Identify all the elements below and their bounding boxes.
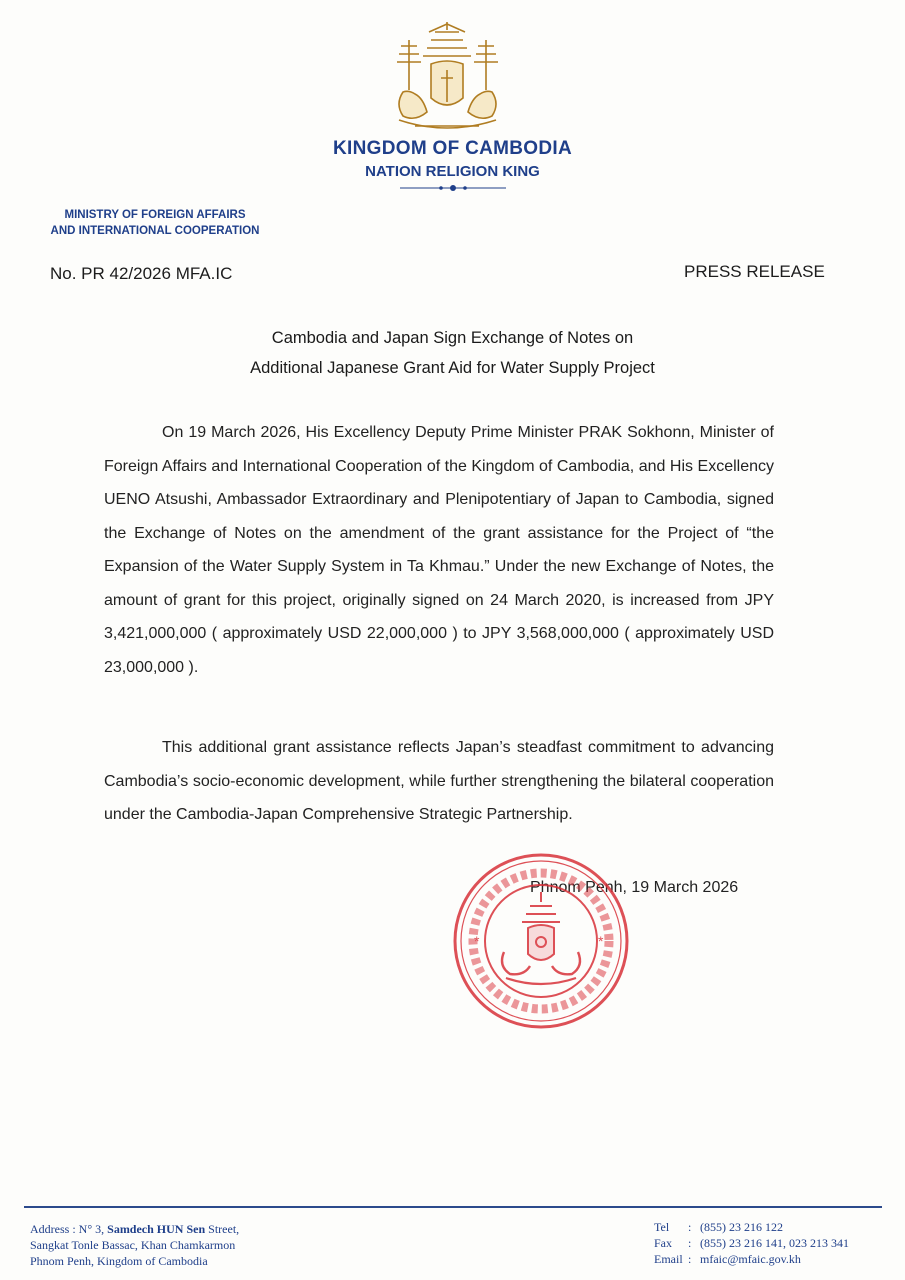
country-name: KINGDOM OF CAMBODIA xyxy=(333,138,572,159)
body-paragraph-1: On 19 March 2026, His Excellency Deputy Prime Minister PRAK Sokhonn, Minister of Foreign Affairs and International Cooperation of the Kingdom of Cambodia, and His Excellency UENO Atsushi, Ambassador Extraordinary and Plenipotentiary of Japan to Cambodia, signed the Exchange of Notes on the amendment of the grant assistance for the Project of “the Expansion of the Water Supply System in Ta Khmau.” Under the new Exchange of Notes, the amount of grant for this project, originally signed on 24 March 2020, is increased from JPY 3,421,000,000 ( approximately USD 22,000,000 ) to JPY 3,568,000,000 ( approximately USD 23,000,000 ). xyxy=(104,424,774,676)
fax-colon: : xyxy=(688,1236,692,1250)
official-red-seal-icon xyxy=(450,850,632,1032)
tel-label: Tel xyxy=(654,1220,670,1234)
press-release-title xyxy=(0,323,905,383)
svg-text:*: * xyxy=(598,933,604,949)
reference-number: No. PR 42/2026 MFA.IC xyxy=(50,264,233,283)
royal-coat-of-arms-icon xyxy=(385,20,510,135)
address-street-suffix: Street, xyxy=(205,1222,240,1236)
divider-ornament-icon xyxy=(398,183,508,193)
footer-divider xyxy=(24,1206,882,1208)
email-colon: : xyxy=(688,1252,692,1266)
fax-label: Fax xyxy=(654,1236,672,1250)
ministry-name xyxy=(24,207,286,239)
document-type: PRESS RELEASE xyxy=(684,262,825,281)
tel-row xyxy=(654,1219,849,1235)
title-line-2: Additional Japanese Grant Aid for Water Supply Project xyxy=(250,359,655,377)
tel-value: (855) 23 216 122 xyxy=(700,1220,783,1234)
address-line-2: Sangkat Tonle Bassac, Khan Chamkarmon xyxy=(30,1238,236,1252)
address-line-1 xyxy=(30,1221,239,1237)
svg-text:*: * xyxy=(474,933,480,949)
title-line-1: Cambodia and Japan Sign Exchange of Notes on xyxy=(271,329,634,347)
body-paragraph-2: This additional grant assistance reflects Japan’s steadfast commitment to advancing Cambodia’s socio-economic development, while further strengthening the bilateral cooperation under the Cambodia-Japan Comprehensive Strategic Partnership. xyxy=(104,739,774,823)
place-and-date: Phnom Penh, 19 March 2026 xyxy=(530,879,739,896)
fax-row xyxy=(654,1235,849,1251)
ministry-line-1: MINISTRY OF FOREIGN AFFAIRS xyxy=(64,209,246,221)
address-street: Samdech HUN Sen xyxy=(107,1222,206,1236)
email-label: Email xyxy=(654,1252,683,1266)
address-line-3: Phnom Penh, Kingdom of Cambodia xyxy=(30,1254,208,1268)
footer-contact xyxy=(654,1219,849,1267)
address-label: Address : N° 3, xyxy=(30,1222,108,1236)
national-motto: NATION RELIGION KING xyxy=(365,163,540,180)
fax-value: (855) 23 216 141, 023 213 341 xyxy=(700,1236,849,1250)
footer-address xyxy=(30,1221,239,1269)
ministry-line-2: AND INTERNATIONAL COOPERATION xyxy=(50,225,260,237)
email-row xyxy=(654,1251,849,1267)
email-value[interactable]: mfaic@mfaic.gov.kh xyxy=(700,1252,801,1266)
tel-colon: : xyxy=(688,1220,692,1234)
